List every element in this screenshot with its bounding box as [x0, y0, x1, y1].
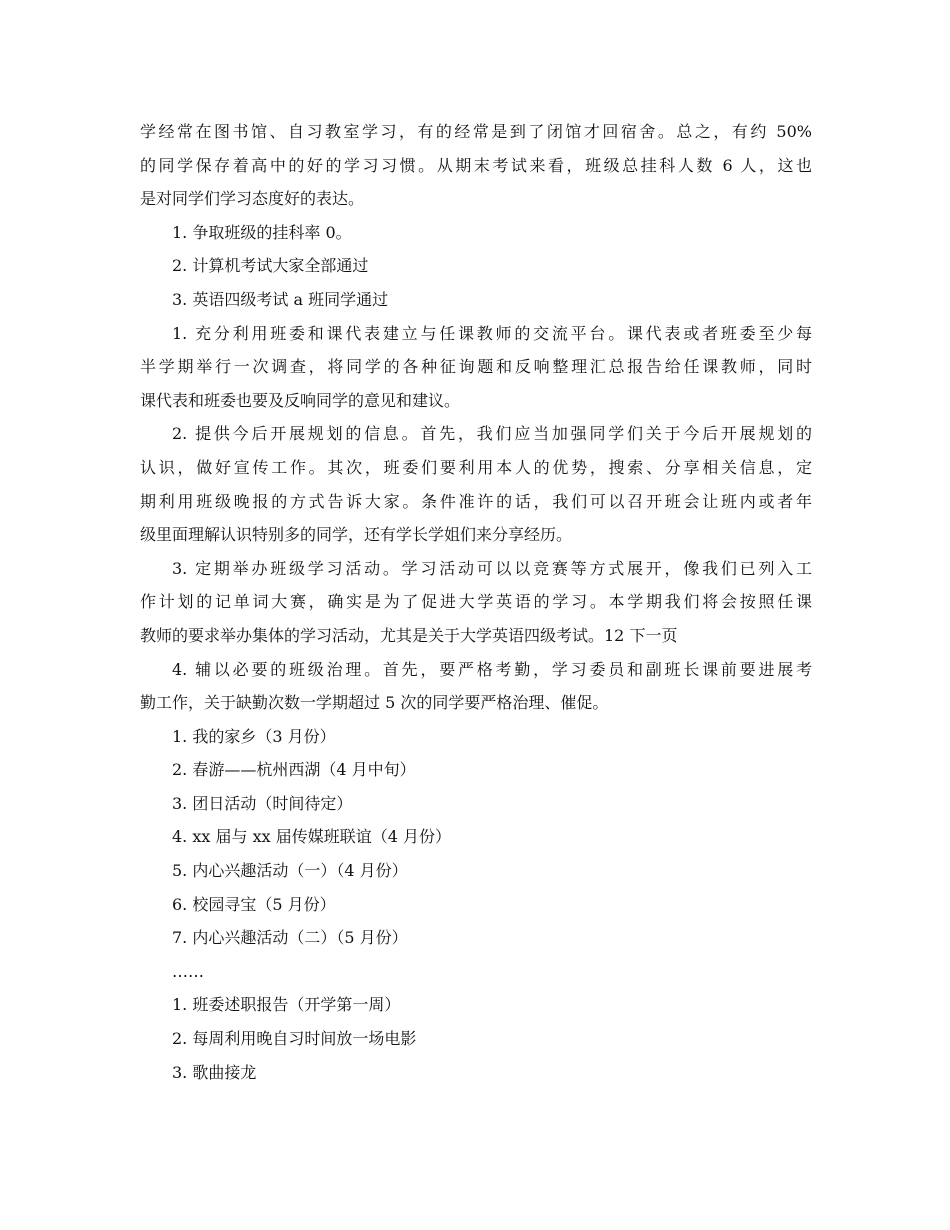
goal-item: 2. 计算机考试大家全部通过: [172, 256, 369, 276]
document-page: [140, 115, 812, 1089]
goal-item: 3. 英语四级考试 a 班同学通过: [172, 289, 389, 309]
paragraph-line: 1. 充分利用班委和课代表建立与任课教师的交流平台。课代表或者班委至少每: [172, 323, 812, 343]
paragraph-line: 级里面理解认识特别多的同学，还有学长学姐们来分享经历。: [140, 525, 573, 545]
activity-item: 1. 我的家乡（3 月份）: [172, 726, 336, 746]
paragraph-line: 半学期举行一次调查，将同学的各种征询题和反响整理汇总报告给任课教师，同时: [140, 357, 812, 377]
paragraph-line: 期利用班级晚报的方式告诉大家。条件准许的话，我们可以召开班会让班内或者年: [140, 491, 812, 511]
paragraph-line: 4. 辅以必要的班级治理。首先，要严格考勤，学习委员和副班长课前要进展考: [172, 659, 812, 679]
paragraph-line: 作计划的记单词大赛，确实是为了促进大学英语的学习。本学期我们将会按照任课: [140, 592, 812, 612]
activity-item: 7. 内心兴趣活动（二）（5 月份）: [172, 928, 408, 948]
activity-item: 3. 团日活动（时间待定）: [172, 793, 353, 813]
paragraph-line: 勤工作，关于缺勤次数一学期超过 5 次的同学要严格治理、催促。: [140, 693, 609, 713]
ellipsis-line: ……: [172, 961, 204, 981]
activity-item: 6. 校园寻宝（5 月份）: [172, 894, 336, 914]
activity-item: 5. 内心兴趣活动（一）（4 月份）: [172, 861, 408, 881]
activity-item: 2. 每周利用晚自习时间放一场电影: [172, 1029, 417, 1049]
activity-item: 3. 歌曲接龙: [172, 1062, 257, 1082]
paragraph-line: 课代表和班委也要及反响同学的意见和建议。: [140, 390, 461, 410]
paragraph-line: 教师的要求举办集体的学习活动，尤其是关于大学英语四级考试。12 下一页: [140, 625, 678, 645]
activity-item: 2. 春游——杭州西湖（4 月中旬）: [172, 760, 416, 780]
activity-item: 4. xx 届与 xx 届传媒班联谊（4 月份）: [172, 827, 451, 847]
paragraph-line: 认识，做好宣传工作。其次，班委们要利用本人的优势，搜索、分享相关信息，定: [140, 457, 812, 477]
paragraph-line: 学经常在图书馆、自习教室学习，有的经常是到了闭馆才回宿舍。总之，有约 50%: [140, 122, 812, 141]
paragraph-line: 3. 定期举办班级学习活动。学习活动可以以竞赛等方式展开，像我们已列入工: [172, 558, 812, 578]
paragraph-line: 是对同学们学习态度好的表达。: [140, 189, 365, 209]
goal-item: 1. 争取班级的挂科率 0。: [172, 222, 352, 242]
paragraph-line: 2. 提供今后开展规划的信息。首先，我们应当加强同学们关于今后开展规划的: [172, 424, 812, 444]
paragraph-line: 的同学保存着高中的好的学习习惯。从期末考试来看，班级总挂科人数 6 人，这也: [140, 155, 812, 175]
activity-item: 1. 班委述职报告（开学第一周）: [172, 995, 401, 1015]
